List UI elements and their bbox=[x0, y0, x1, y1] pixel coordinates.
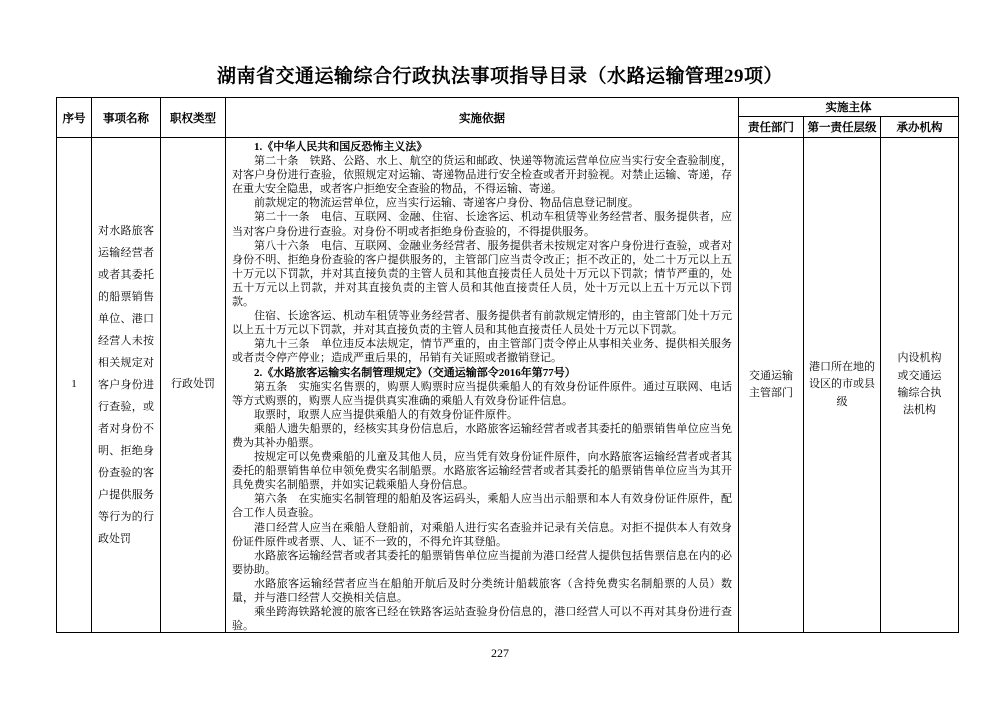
header-seq: 序号 bbox=[57, 98, 92, 138]
cell-undertaking-organization: 内设机构或交通运输综合执法机构 bbox=[881, 138, 959, 633]
header-first-responsibility-level: 第一责任层级 bbox=[804, 117, 881, 138]
header-responsible-department: 责任部门 bbox=[739, 117, 804, 138]
basis-paragraph: 第九十三条 单位违反本法规定，情节严重的，由主管部门责令停止从事相关业务、提供相关服务或者责令停产停业；造成严重后果的，吊销有关证照或者撤销登记。 bbox=[232, 338, 732, 365]
cell-item-name: 对水路旅客运输经营者或者其委托的船票销售单位、港口经营人未按相关规定对客户身份进行查验，或者对身份不明、拒绝身份查验的客户提供服务等行为的行政处罚 bbox=[92, 138, 161, 633]
cell-seq: 1 bbox=[57, 138, 92, 633]
page-number: 227 bbox=[491, 646, 509, 660]
basis-content bbox=[232, 140, 732, 632]
basis-paragraph: 1.《中华人民共和国反恐怖主义法》 bbox=[254, 141, 428, 153]
cell-first-responsibility-level: 港口所在地的设区的市或县级 bbox=[804, 138, 881, 633]
table-row bbox=[57, 138, 959, 633]
basis-paragraph: 按规定可以免费乘船的儿童及其他人员，应当凭有效身份证件原件，向水路旅客运输经营者或者其委托的船票销售单位申领免费实名制船票。水路旅客运输经营者或者其委托的船票销售单位应当为其开具免费实名制船票，并如实记载乘船人身份信息。 bbox=[232, 451, 732, 492]
cell-basis bbox=[226, 138, 739, 633]
basis-paragraph: 2.《水路旅客运输实名制管理规定》（交通运输部令2016年第77号） bbox=[254, 366, 576, 379]
basis-paragraph: 乘坐跨海铁路轮渡的旅客已经在铁路客运站查验身份信息的，港口经营人可以不再对其身份进行查验。 bbox=[232, 606, 732, 632]
header-item-name: 事项名称 bbox=[92, 98, 161, 138]
directory-table bbox=[56, 97, 959, 633]
header-authority-type: 职权类型 bbox=[161, 98, 226, 138]
header-undertaking-organization: 承办机构 bbox=[881, 117, 959, 138]
basis-paragraph: 第五条 实施实名售票的，购票人购票时应当提供乘船人的有效身份证件原件。通过互联网、电话等方式购票的，购票人应当提供真实准确的乘船人有效身份证件信息。 bbox=[232, 380, 732, 407]
header-implementation-subject: 实施主体 bbox=[739, 98, 959, 117]
basis-paragraph: 第二十一条 电信、互联网、金融、住宿、长途客运、机动车租赁等业务经营者、服务提供者，应当对客户身份进行查验。对身份不明或者拒绝身份查验的，不得提供服务。 bbox=[232, 211, 732, 238]
basis-paragraph: 取票时，取票人应当提供乘船人的有效身份证件原件。 bbox=[254, 408, 518, 421]
basis-paragraph: 乘船人遗失船票的，经核实其身份信息后，水路旅客运输经营者或者其委托的船票销售单位应当免费为其补办船票。 bbox=[232, 422, 732, 449]
basis-paragraph: 住宿、长途客运、机动车租赁等业务经营者、服务提供者有前款规定情形的，由主管部门处十万元以上五十万元以下罚款，并对其直接负责的主管人员和其他直接责任人员处十万元以下罚款。 bbox=[232, 310, 732, 337]
basis-paragraph: 水路旅客运输经营者或者其委托的船票销售单位应当提前为港口经营人提供包括售票信息在内的必要协助。 bbox=[232, 549, 732, 576]
basis-paragraph: 第六条 在实施实名制管理的船舶及客运码头，乘船人应当出示船票和本人有效身份证件原件，配合工作人员查验。 bbox=[232, 493, 732, 520]
basis-paragraph: 水路旅客运输经营者应当在船舶开航后及时分类统计船载旅客（含持免费实名制船票的人员）数量，并与港口经营人交换相关信息。 bbox=[232, 577, 732, 604]
basis-paragraph: 前款规定的物流运营单位，应当实行运输、寄递客户身份、物品信息登记制度。 bbox=[254, 197, 639, 210]
cell-responsible-department: 交通运输主管部门 bbox=[739, 138, 804, 633]
basis-paragraph: 第八十六条 电信、互联网、金融业务经营者、服务提供者未按规定对客户身份进行查验，或者对身份不明、拒绝身份查验的客户提供服务的，主管部门应当责令改正；拒不改正的，处二十万元以上五十万元以下罚款，并对其直接负责的主管人员和其他直接责任人员处十万元以下罚款；情节严重的，处五十万元以上罚款，并对其直接负责的主管人员和其他直接责任人员，处十万元以上五十万元以下罚款。 bbox=[232, 239, 732, 309]
basis-paragraph: 港口经营人应当在乘船人登船前，对乘船人进行实名查验并记录有关信息。对拒不提供本人有效身份证件原件或者票、人、证不一致的，不得允许其登船。 bbox=[232, 521, 732, 548]
basis-paragraph: 第二十条 铁路、公路、水上、航空的货运和邮政、快递等物流运营单位应当实行安全查验制度，对客户身份进行查验，依照规定对运输、寄递物品进行安全检查或者开封验视。对禁止运输、寄递，存在重大安全隐患，或者客户拒绝安全查验的物品，不得运输、寄递。 bbox=[232, 155, 732, 196]
page-title: 湖南省交通运输综合行政执法事项指导目录（水路运输管理29项） bbox=[216, 66, 783, 87]
header-basis: 实施依据 bbox=[226, 98, 739, 138]
cell-authority-type: 行政处罚 bbox=[161, 138, 226, 633]
